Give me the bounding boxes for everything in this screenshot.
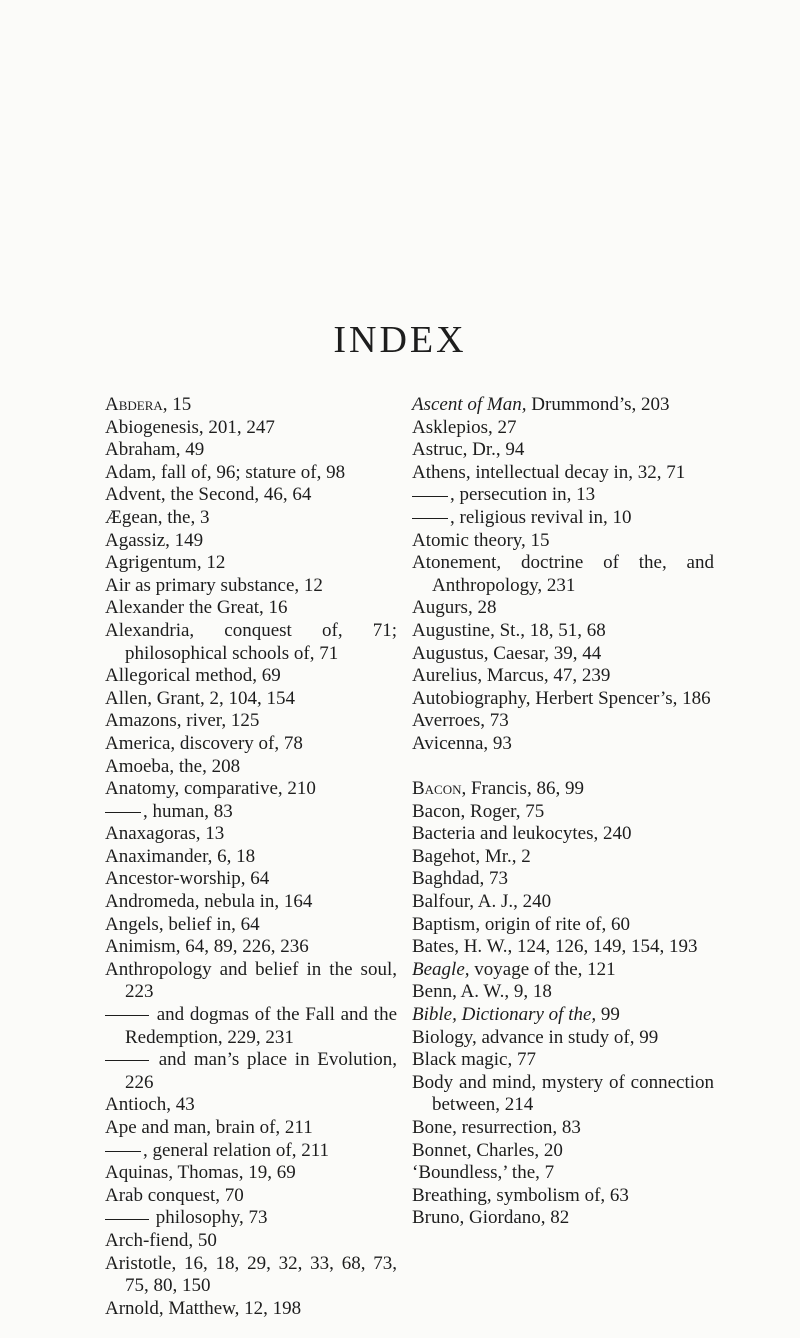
index-entry: Allen, Grant, 2, 104, 154	[105, 687, 295, 709]
index-entry: Biology, advance in study of, 99	[412, 1026, 659, 1048]
index-entry: Agassiz, 149	[105, 529, 204, 551]
index-entry: Aristotle, 16, 18, 29, 32, 33, 68, 73, 75, 80, 150	[105, 1252, 397, 1297]
entry-term: Abdera,	[105, 394, 173, 415]
index-entry: Adam, fall of, 96; stature of, 98	[105, 461, 346, 483]
index-entry: Animism, 64, 89, 226, 236	[105, 936, 309, 958]
index-entry: Black magic, 77	[412, 1049, 536, 1071]
index-entry: Ascent of Man, Drummond’s, 203	[412, 394, 670, 415]
ditto-dash	[105, 812, 141, 813]
index-entry: Bonnet, Charles, 20	[412, 1139, 563, 1161]
index-entry: Aurelius, Marcus, 47, 239	[412, 665, 611, 687]
index-entry: Bacon, Roger, 75	[412, 800, 545, 822]
entry-term-italic: Bible, Dictionary of the,	[412, 1004, 597, 1026]
index-entry: Augurs, 28	[412, 597, 497, 619]
index-entry: Andromeda, nebula in, 164	[105, 891, 313, 913]
index-entry: Alexandria, conquest of, 71; philosophical schools of, 71	[105, 619, 397, 664]
index-entry: Arnold, Matthew, 12, 198	[105, 1297, 302, 1319]
index-column-right	[412, 394, 714, 1230]
index-entry: Atonement, doctrine of the, and Anthropology, 231	[412, 552, 714, 596]
index-entry: Arch-fiend, 50	[105, 1229, 217, 1251]
entry-term-italic: Ascent of Man,	[412, 394, 527, 415]
index-entry: Allegorical method, 69	[105, 665, 281, 687]
index-entry: Ape and man, brain of, 211	[105, 1117, 313, 1138]
index-entry: Abiogenesis, 201, 247	[105, 416, 275, 438]
ditto-dash	[105, 1015, 149, 1016]
index-entry: Ancestor-worship, 64	[105, 868, 270, 890]
index-entry: , persecution in, 13	[412, 484, 714, 507]
index-entry: Agrigentum, 12	[105, 552, 226, 574]
index-entry: Anatomy, comparative, 210	[105, 778, 316, 800]
index-entry: Anaxagoras, 13	[105, 823, 225, 845]
index-entry: Avicenna, 93	[412, 732, 512, 754]
entry-term: Bacon,	[412, 778, 472, 800]
index-entry: Angels, belief in, 64	[105, 913, 260, 935]
index-entry: Breathing, symbolism of, 63	[412, 1184, 629, 1206]
index-entry: Benn, A. W., 9, 18	[412, 981, 552, 1003]
index-entry: Air as primary substance, 12	[105, 574, 323, 596]
index-column-left	[105, 394, 397, 1320]
index-entry: Alexander the Great, 16	[105, 597, 288, 619]
ditto-dash	[412, 518, 448, 519]
ditto-dash	[105, 1060, 149, 1061]
index-entry: Bacteria and leukocytes, 240	[412, 823, 632, 845]
index-entry: Amoeba, the, 208	[105, 755, 241, 777]
index-entry: , religious revival in, 10	[412, 507, 714, 530]
section-gap	[412, 756, 714, 779]
page-title: INDEX	[333, 319, 467, 361]
index-entry: philosophy, 73	[105, 1207, 397, 1230]
index-entry: Bruno, Giordano, 82	[412, 1207, 570, 1229]
index-entry: Arab conquest, 70	[105, 1184, 244, 1206]
index-entry: , human, 83	[105, 801, 397, 824]
index-entry: Anaximander, 6, 18	[105, 845, 256, 867]
index-entry: Asklepios, 27	[412, 416, 517, 438]
index-entry: Bates, H. W., 124, 126, 149, 154, 193	[412, 936, 698, 958]
index-entry: Bone, resurrection, 83	[412, 1117, 581, 1138]
index-entry: Antioch, 43	[105, 1094, 195, 1116]
index-entry: Abraham, 49	[105, 439, 205, 461]
index-entry: Balfour, A. J., 240	[412, 891, 552, 913]
index-entry: Abdera, 15	[105, 394, 192, 415]
index-entry: Amazons, river, 125	[105, 710, 260, 732]
index-entry: Baptism, origin of rite of, 60	[412, 913, 630, 935]
index-entry: ‘Boundless,’ the, 7	[412, 1162, 555, 1184]
index-entry: Bacon, Francis, 86, 99	[412, 778, 584, 800]
index-entry: Aquinas, Thomas, 19, 69	[105, 1162, 296, 1184]
index-entry: Averroes, 73	[412, 710, 509, 732]
index-entry: Astruc, Dr., 94	[412, 439, 525, 461]
index-entry: and dogmas of the Fall and the Redemption, 229, 231	[105, 1004, 397, 1049]
index-entry: Baghdad, 73	[412, 868, 509, 890]
index-entry: America, discovery of, 78	[105, 732, 303, 754]
index-entry: Bagehot, Mr., 2	[412, 845, 531, 867]
index-entry: Autobiography, Herbert Spencer’s, 186	[412, 687, 711, 709]
index-entry: Athens, intellectual decay in, 32, 71	[412, 461, 686, 483]
index-entry: Augustine, St., 18, 51, 68	[412, 619, 606, 641]
index-entry: Augustus, Caesar, 39, 44	[412, 642, 602, 664]
ditto-dash	[412, 496, 448, 497]
index-entry: and man’s place in Evolution, 226	[105, 1049, 397, 1094]
ditto-dash	[105, 1219, 149, 1220]
index-entry: Anthropology and belief in the soul, 223	[105, 958, 397, 1003]
index-entry: Atomic theory, 15	[412, 529, 550, 551]
index-entry: Advent, the Second, 46, 64	[105, 484, 312, 506]
entry-term-italic: Beagle,	[412, 958, 470, 980]
index-entry: Bible, Dictionary of the, 99	[412, 1004, 620, 1026]
index-entry: Body and mind, mystery of connection between, 214	[412, 1071, 714, 1116]
ditto-dash	[105, 1151, 141, 1152]
index-entry: , general relation of, 211	[105, 1140, 397, 1163]
index-entry: Ægean, the, 3	[105, 506, 210, 528]
index-entry: Beagle, voyage of the, 121	[412, 958, 616, 980]
